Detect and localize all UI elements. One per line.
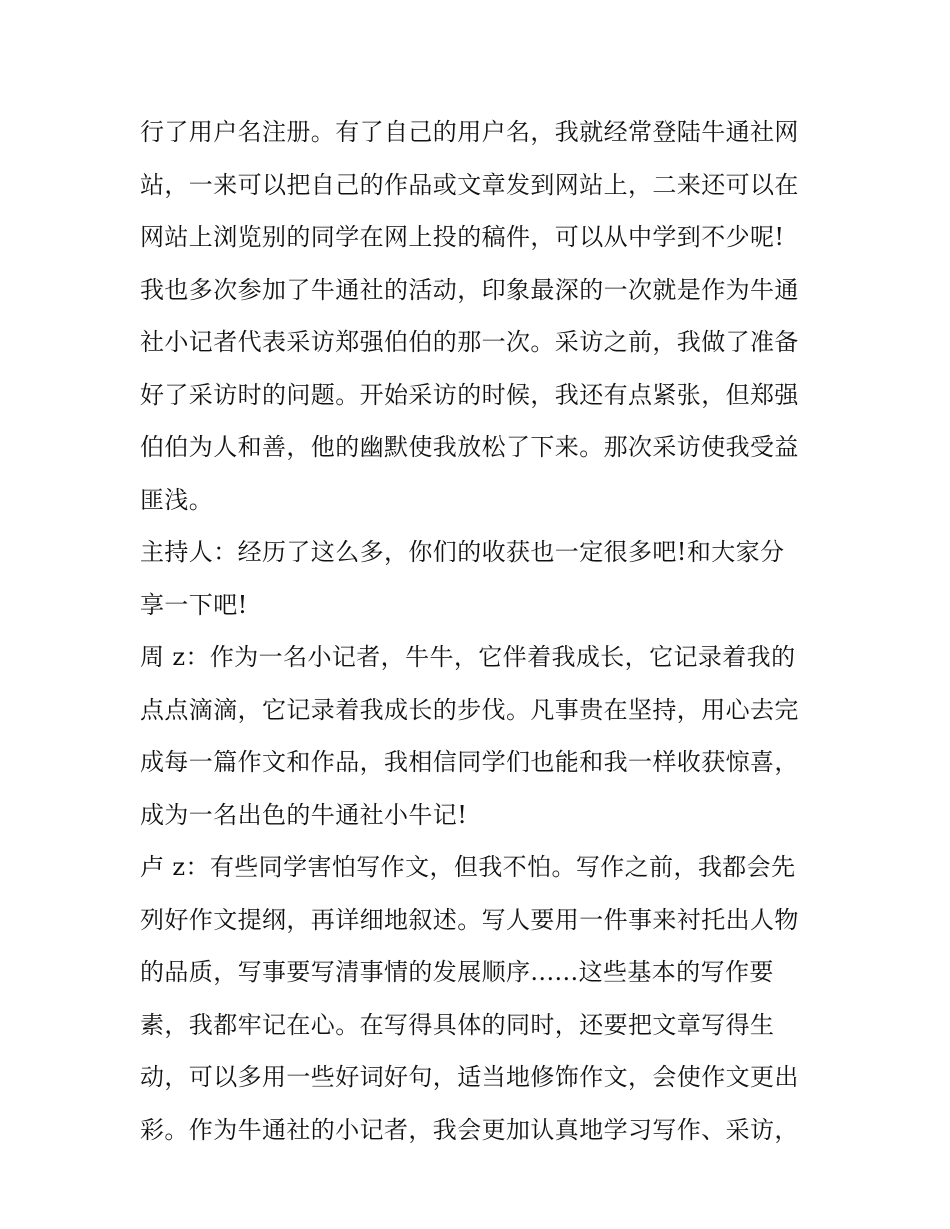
text-line: 素，我都牢记在心。在写得具体的同时，还要把文章写得生 <box>140 1010 775 1039</box>
text-line: 彩。作为牛通社的小记者，我会更加认真地学习写作、采访， <box>140 1115 799 1144</box>
text-line: 网站上浏览别的同学在网上投的稿件，可以从中学到不少呢! <box>140 223 785 251</box>
text-line: 我也多次参加了牛通社的活动，印象最深的一次就是作为牛通 <box>140 275 799 304</box>
text-line: 站，一来可以把自己的作品或文章发到网站上，二来还可以在 <box>140 170 799 199</box>
text-line: 伯伯为人和善，他的幽默使我放松了下来。那次采访使我受益 <box>140 433 799 461</box>
text-line: 成每一篇作文和作品，我相信同学们也能和我一样收获惊喜， <box>140 748 799 776</box>
speaker-line-lu: 卢 z：有些同学害怕写作文，但我不怕。写作之前，我都会先 <box>140 853 796 881</box>
text-line: 好了采访时的问题。开始采访的时候，我还有点紧张，但郑强 <box>140 380 799 409</box>
text-line: 的品质，写事要写清事情的发展顺序......这些基本的写作要 <box>140 958 774 986</box>
text-line: 享一下吧! <box>140 590 248 619</box>
speaker-line-zhou: 周 z：作为一名小记者，牛牛，它伴着我成长，它记录着我的 <box>140 643 796 671</box>
text-line: 列好作文提纲，再详细地叙述。写人要用一件事来衬托出人物 <box>140 905 799 934</box>
text-line: 动，可以多用一些好词好句，适当地修饰作文，会使作文更出 <box>140 1063 799 1091</box>
text-line: 成为一名出色的牛通社小牛记! <box>140 800 468 829</box>
text-line: 匪浅。 <box>140 485 214 514</box>
text-line: 点点滴滴，它记录着我成长的步伐。凡事贵在坚持，用心去完 <box>140 695 799 724</box>
text-line: 社小记者代表采访郑强伯伯的那一次。采访之前，我做了准备 <box>140 328 799 356</box>
text-line: 行了用户名注册。有了自己的用户名，我就经常登陆牛通社网 <box>140 118 799 146</box>
speaker-line-host: 主持人：经历了这么多，你们的收获也一定很多吧!和大家分 <box>140 538 785 566</box>
body-text <box>140 106 820 1156</box>
